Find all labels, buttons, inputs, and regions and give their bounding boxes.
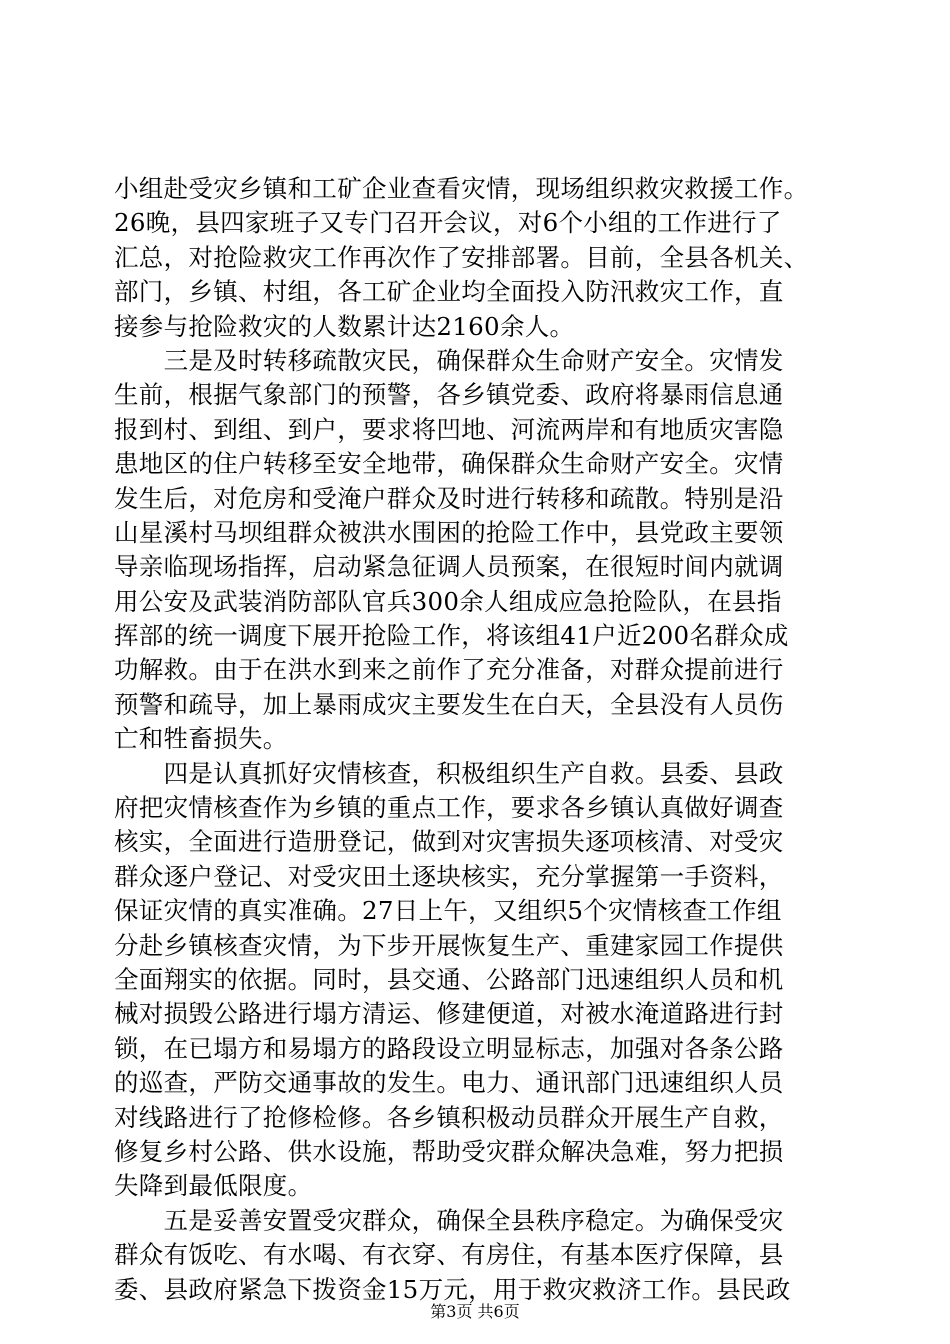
text-line: 山星溪村马坝组群众被洪水围困的抢险工作中，县党政主要领 — [114, 517, 784, 547]
text-line: 功解救。由于在洪水到来之前作了充分准备，对群众提前进行 — [114, 655, 784, 685]
page-number-footer: 第3页 共6页 — [430, 1302, 520, 1321]
text-line: 预警和疏导，加上暴雨成灾主要发生在白天，全县没有人员伤 — [114, 689, 784, 719]
text-line: 群众有饭吃、有水喝、有衣穿、有房住，有基本医疗保障，县 — [114, 1240, 784, 1270]
text-line: 用公安及武装消防部队官兵300余人组成应急抢险队，在县指 — [114, 586, 782, 616]
text-line: 全面翔实的依据。同时，县交通、公路部门迅速组织人员和机 — [114, 964, 784, 994]
text-line: 发生后，对危房和受淹户群众及时进行转移和疏散。特别是沿 — [114, 483, 784, 513]
text-line: 群众逐户登记、对受灾田土逐块核实，充分掌握第一手资料， — [114, 861, 784, 891]
text-line: 失降到最低限度。 — [114, 1171, 313, 1201]
text-line: 保证灾情的真实准确。27日上午，又组织5个灾情核查工作组 — [114, 896, 782, 926]
text-line: 对线路进行了抢修检修。各乡镇积极动员群众开展生产自救， — [114, 1102, 784, 1132]
text-line: 锁，在已塌方和易塌方的路段设立明显标志，加强对各条公路 — [114, 1033, 784, 1063]
text-line: 分赴乡镇核查灾情，为下步开展恢复生产、重建家园工作提供 — [114, 930, 784, 960]
text-line: 修复乡村公路、供水设施，帮助受灾群众解决急难，努力把损 — [114, 1136, 784, 1166]
text-line: 委、县政府紧急下拨资金15万元，用于救灾救济工作。县民政 — [114, 1274, 791, 1304]
text-line: 三是及时转移疏散灾民，确保群众生命财产安全。灾情发 — [114, 345, 784, 375]
text-line: 四是认真抓好灾情核查，积极组织生产自救。县委、县政 — [114, 758, 784, 788]
text-line: 报到村、到组、到户，要求将凹地、河流两岸和有地质灾害隐 — [114, 414, 784, 444]
text-line: 械对损毁公路进行塌方清运、修建便道，对被水淹道路进行封 — [114, 999, 784, 1029]
text-line: 核实，全面进行造册登记，做到对灾害损失逐项核清、对受灾 — [114, 827, 784, 857]
text-line: 府把灾情核查作为乡镇的重点工作，要求各乡镇认真做好调查 — [114, 793, 784, 823]
document-body — [114, 172, 844, 1307]
text-line: 五是妥善安置受灾群众，确保全县秩序稳定。为确保受灾 — [114, 1205, 784, 1235]
text-line: 汇总，对抢险救灾工作再次作了安排部署。目前，全县各机关、 — [114, 242, 809, 272]
text-line: 部门，乡镇、村组，各工矿企业均全面投入防汛救灾工作，直 — [114, 277, 784, 307]
text-line: 的巡查，严防交通事故的发生。电力、通讯部门迅速组织人员 — [114, 1068, 784, 1098]
text-line: 小组赴受灾乡镇和工矿企业查看灾情，现场组织救灾救援工作。 — [114, 174, 809, 203]
text-line: 接参与抢险救灾的人数累计达2160余人。 — [114, 311, 575, 341]
text-line: 亡和牲畜损失。 — [114, 724, 288, 754]
text-line: 导亲临现场指挥，启动紧急征调人员预案，在很短时间内就调 — [114, 552, 784, 582]
text-line: 挥部的统一调度下展开抢险工作，将该组41户近200名群众成 — [114, 621, 789, 651]
text-line: 患地区的住户转移至安全地带，确保群众生命财产安全。灾情 — [114, 449, 784, 479]
text-line: 生前，根据气象部门的预警，各乡镇党委、政府将暴雨信息通 — [114, 380, 784, 410]
text-line: 26晚，县四家班子又专门召开会议，对6个小组的工作进行了 — [114, 208, 782, 238]
